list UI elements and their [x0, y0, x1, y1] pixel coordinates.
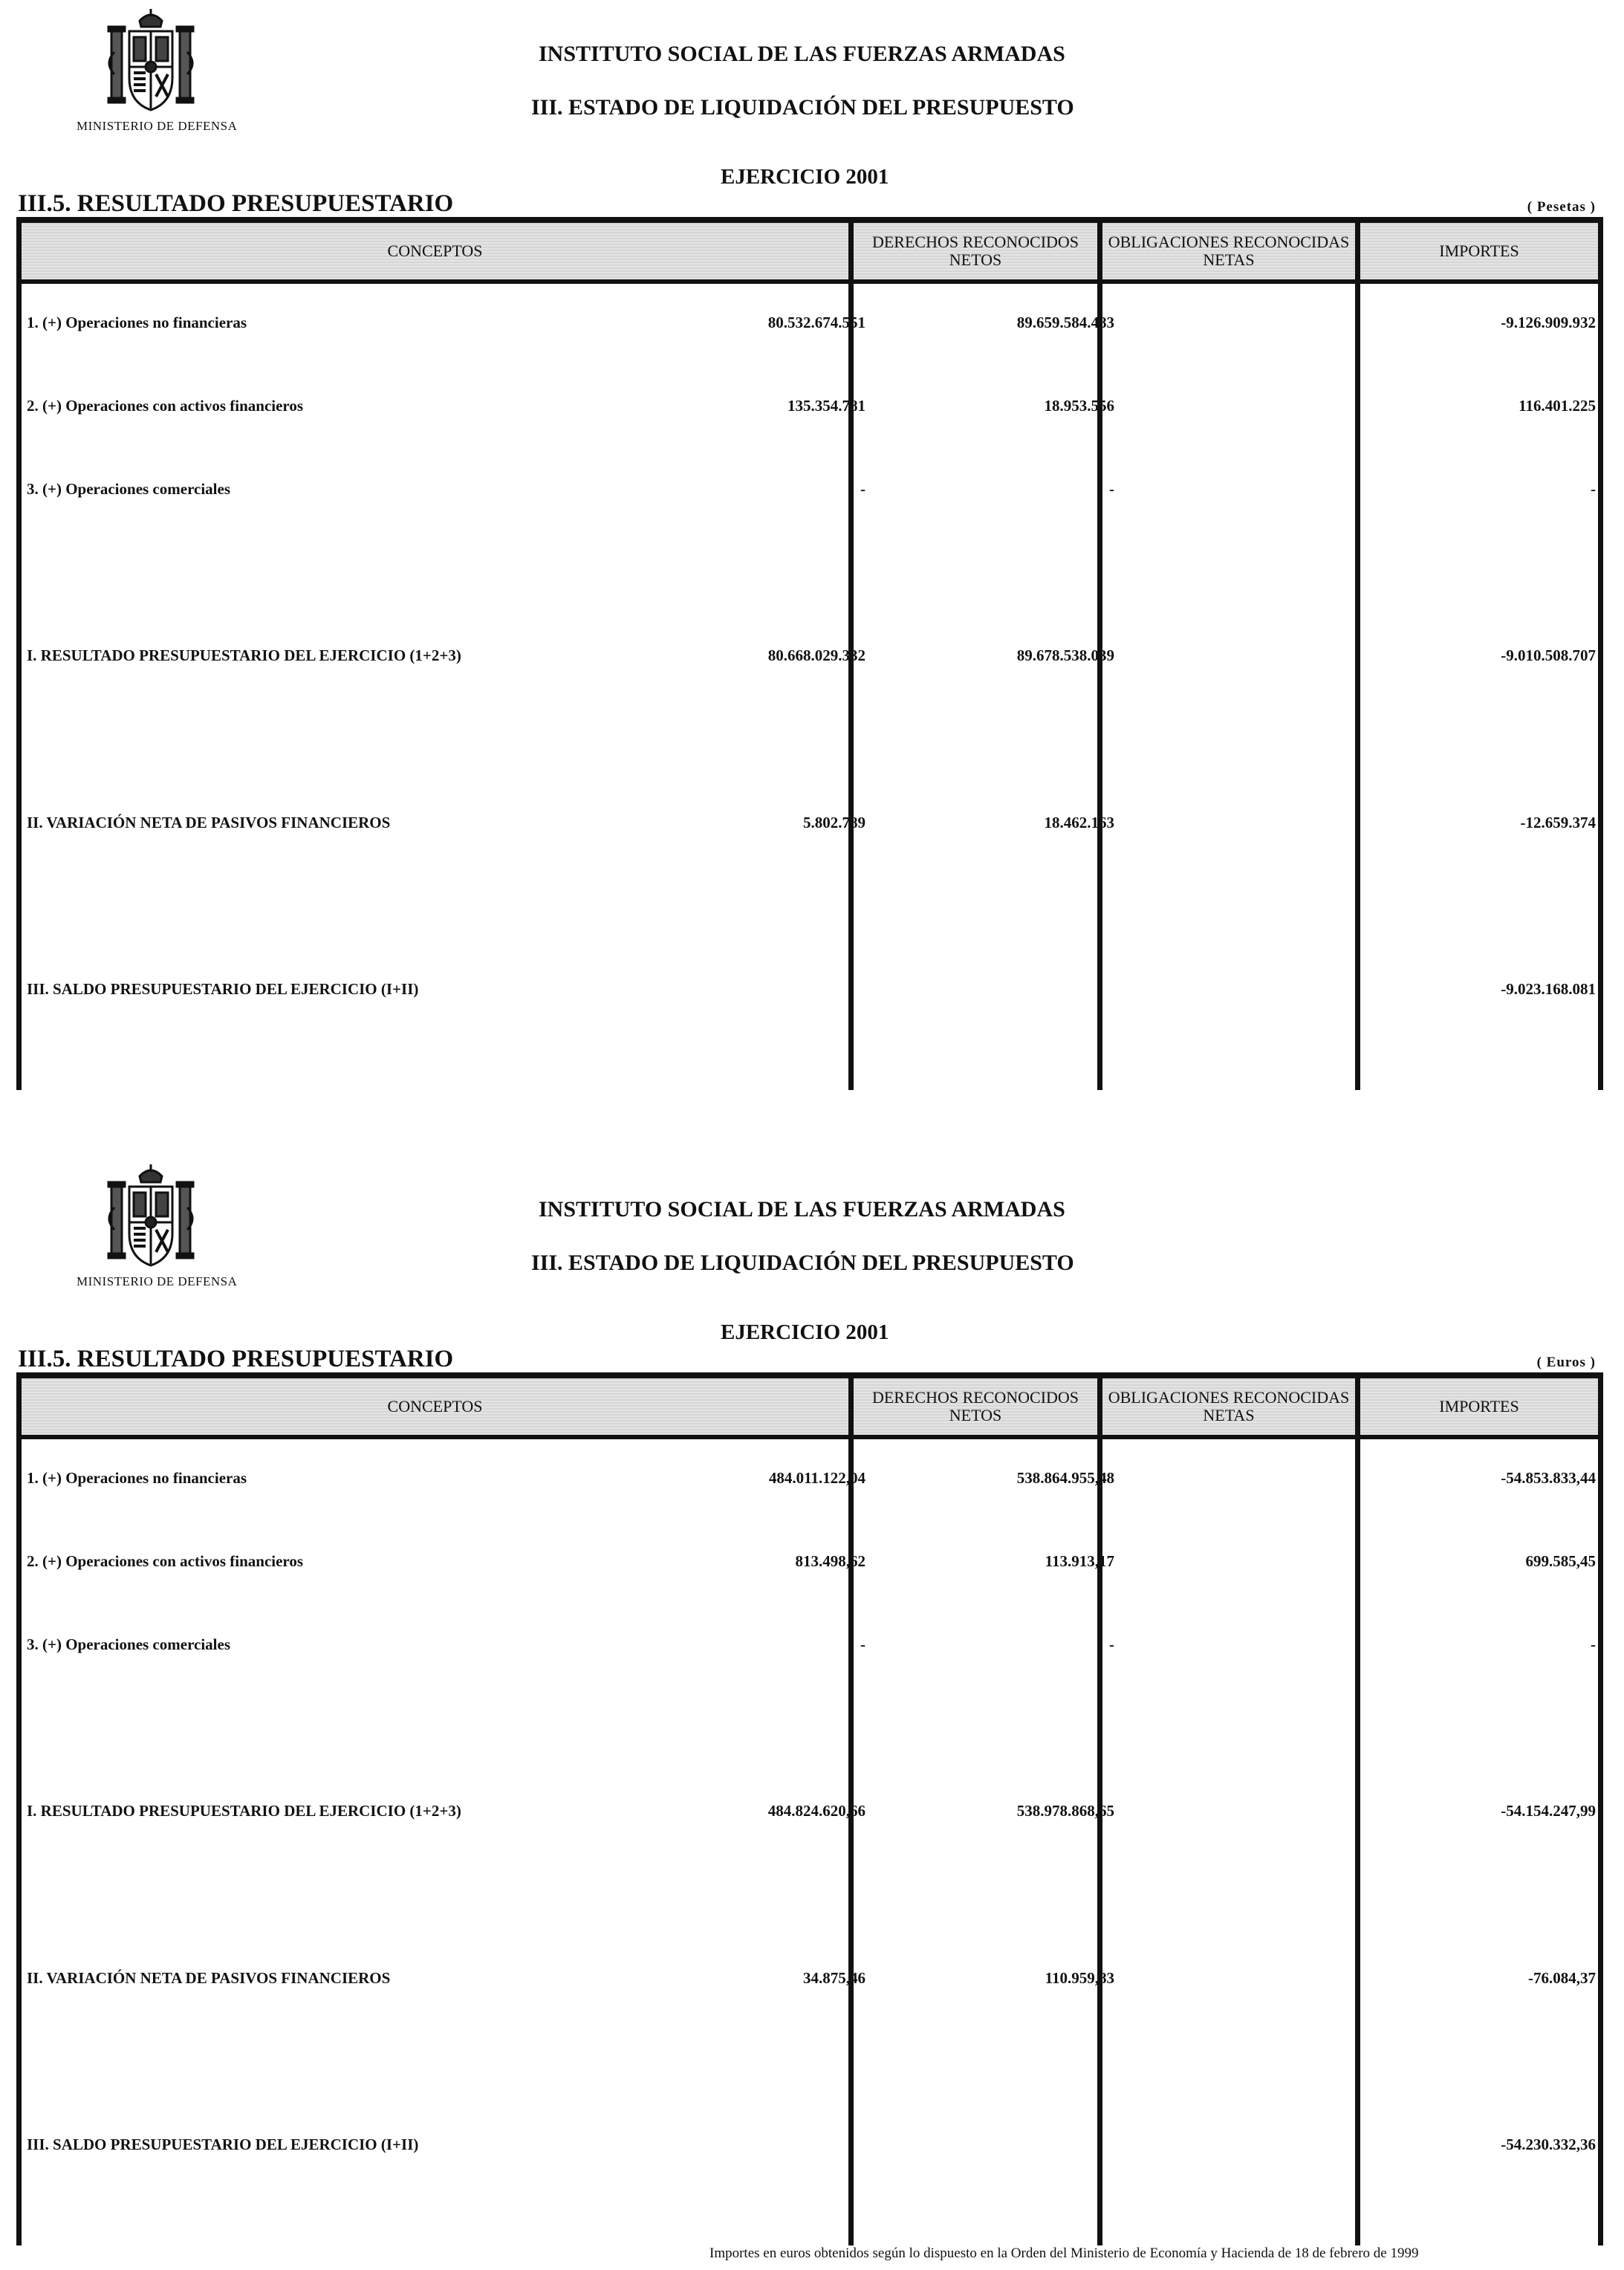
row-derechos: 80.532.674.551: [767, 314, 865, 331]
row-concepto: 3. (+) Operaciones comerciales: [27, 1635, 230, 1653]
header-obligaciones-line1: OBLIGACIONES RECONOCIDAS: [1108, 233, 1350, 251]
ministry-label: MINISTERIO DE DEFENSA: [77, 1274, 238, 1288]
row-derechos: 34.875,46: [803, 1969, 865, 1987]
row-importe: -: [1591, 480, 1596, 498]
column-divider: [1355, 217, 1360, 1090]
budget-result-euros: [0, 1155, 1624, 2270]
row-obligaciones: 110.959,83: [1045, 1969, 1114, 1987]
row-importe: -54.230.332,36: [1501, 2136, 1596, 2153]
table-top-border: [16, 1372, 1603, 1378]
row-concepto: III. SALDO PRESUPUESTARIO DEL EJERCICIO (I+II): [27, 2136, 419, 2153]
row-derechos: 80.668.029.332: [767, 646, 865, 664]
row-concepto: 2. (+) Operaciones con activos financieros: [27, 397, 304, 415]
header-bottom-border: [16, 279, 1603, 284]
header-importes: IMPORTES: [1439, 1397, 1519, 1415]
currency-unit: ( Pesetas ): [1527, 199, 1596, 215]
row-concepto: 1. (+) Operaciones no financieras: [27, 1469, 247, 1487]
fiscal-year-label: EJERCICIO 2001: [721, 165, 889, 189]
row-obligaciones: 18.462.163: [1044, 814, 1114, 831]
header-importes: IMPORTES: [1439, 241, 1519, 260]
budget-result-pesetas: [0, 0, 1624, 1115]
header-derechos: [854, 223, 1097, 279]
row-concepto: 1. (+) Operaciones no financieras: [27, 314, 247, 331]
row-concepto: 3. (+) Operaciones comerciales: [27, 480, 230, 498]
header-derechos: [854, 1378, 1097, 1435]
fiscal-year-label: EJERCICIO 2001: [721, 1320, 889, 1344]
row-importe: 116.401.225: [1519, 397, 1596, 415]
row-obligaciones: 89.659.584.483: [1016, 314, 1114, 331]
currency-unit: ( Euros ): [1536, 1355, 1596, 1370]
row-concepto: I. RESULTADO PRESUPUESTARIO DEL EJERCICIO (1+2+3): [27, 1802, 461, 1820]
row-obligaciones: 89.678.538.039: [1016, 646, 1114, 664]
row-concepto: II. VARIACIÓN NETA DE PASIVOS FINANCIEROS: [27, 814, 391, 831]
header-conceptos: CONCEPTOS: [387, 241, 483, 260]
row-importe: 699.585,45: [1525, 1552, 1596, 1570]
row-importe: -54.154.247,99: [1501, 1802, 1596, 1820]
row-concepto: I. RESULTADO PRESUPUESTARIO DEL EJERCICIO (1+2+3): [27, 646, 461, 664]
institute-title: INSTITUTO SOCIAL DE LAS FUERZAS ARMADAS: [539, 42, 1065, 66]
row-obligaciones: 113.913,17: [1045, 1552, 1114, 1570]
results-table: [16, 217, 1603, 1090]
coat-of-arms-icon: [104, 1163, 198, 1271]
row-importe: -9.010.508.707: [1501, 646, 1596, 664]
row-derechos: -: [860, 1635, 865, 1653]
header-obligaciones: [1102, 1378, 1355, 1435]
table-top-border: [16, 217, 1603, 223]
row-obligaciones: 18.953.556: [1044, 397, 1114, 415]
footnote: Importes en euros obtenidos según lo dispuesto en la Orden del Ministerio de Economía y Hacienda de 18 de febrero de 1999: [709, 2245, 1419, 2261]
table-right-border: [1598, 1372, 1603, 2245]
header-bottom-border: [16, 1435, 1603, 1439]
row-importe: -12.659.374: [1520, 814, 1596, 831]
row-derechos: 813.498,62: [795, 1552, 865, 1570]
institute-title: INSTITUTO SOCIAL DE LAS FUERZAS ARMADAS: [539, 1197, 1065, 1222]
header-derechos-line2: NETOS: [949, 250, 1002, 269]
header-obligaciones-line2: NETAS: [1203, 250, 1255, 269]
row-importe: -: [1591, 1635, 1596, 1653]
row-derechos: -: [860, 480, 865, 498]
row-derechos: 484.011.122,04: [768, 1469, 865, 1487]
coat-of-arms-icon: [104, 7, 198, 115]
ministry-label: MINISTERIO DE DEFENSA: [77, 119, 238, 133]
row-concepto: III. SALDO PRESUPUESTARIO DEL EJERCICIO (I+II): [27, 980, 419, 998]
header-derechos-line1: DERECHOS RECONOCIDOS: [871, 1388, 1079, 1407]
section-title: III.5. RESULTADO PRESUPUESTARIO: [18, 1346, 454, 1372]
header-obligaciones: [1102, 223, 1355, 279]
results-table: [16, 1372, 1603, 2245]
row-importe: -76.084,37: [1528, 1969, 1596, 1987]
row-derechos: 5.802.789: [803, 814, 865, 831]
header-obligaciones-line2: NETAS: [1203, 1406, 1255, 1424]
table-left-border: [16, 217, 22, 1090]
document-subtitle: III. ESTADO DE LIQUIDACIÓN DEL PRESUPUESTO: [531, 1251, 1074, 1275]
header-derechos-line1: DERECHOS RECONOCIDOS: [871, 233, 1079, 251]
row-obligaciones: 538.978.868,65: [1016, 1802, 1114, 1820]
header-conceptos: CONCEPTOS: [387, 1397, 483, 1415]
section-title: III.5. RESULTADO PRESUPUESTARIO: [18, 190, 454, 217]
column-divider: [1355, 1372, 1360, 2245]
row-obligaciones: -: [1109, 480, 1114, 498]
row-derechos: 135.354.781: [787, 397, 865, 415]
row-concepto: 2. (+) Operaciones con activos financieros: [27, 1552, 304, 1570]
table-left-border: [16, 1372, 22, 2245]
row-importe: -54.853.833,44: [1501, 1469, 1596, 1487]
row-concepto: II. VARIACIÓN NETA DE PASIVOS FINANCIEROS: [27, 1969, 391, 1987]
document-subtitle: III. ESTADO DE LIQUIDACIÓN DEL PRESUPUESTO: [531, 95, 1074, 120]
row-importe: -9.126.909.932: [1501, 314, 1596, 331]
table-right-border: [1598, 217, 1603, 1090]
header-derechos-line2: NETOS: [949, 1406, 1002, 1424]
row-derechos: 484.824.620,66: [767, 1802, 865, 1820]
header-obligaciones-line1: OBLIGACIONES RECONOCIDAS: [1108, 1388, 1350, 1407]
row-importe: -9.023.168.081: [1501, 980, 1596, 998]
row-obligaciones: 538.864.955,48: [1016, 1469, 1114, 1487]
row-obligaciones: -: [1109, 1635, 1114, 1653]
